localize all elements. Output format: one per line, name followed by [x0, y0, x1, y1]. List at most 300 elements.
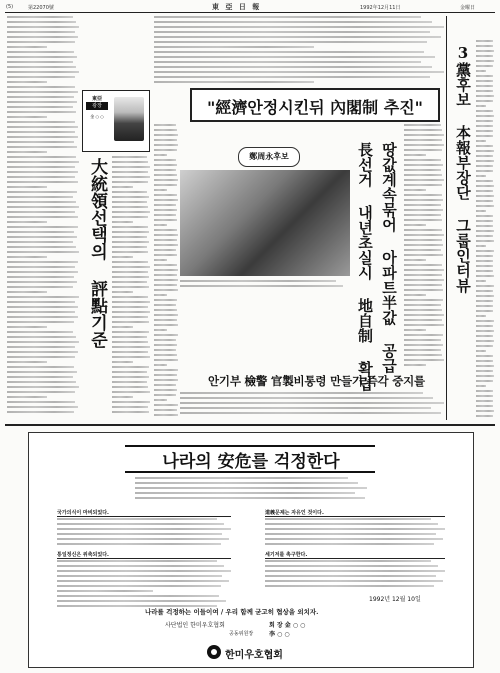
text-line: [154, 314, 178, 316]
text-line: [265, 543, 434, 545]
text-line: [180, 402, 444, 404]
text-line: [112, 276, 149, 278]
text-line: [404, 299, 443, 301]
text-line: [476, 65, 493, 67]
text-line: [112, 346, 150, 348]
text-line: [476, 190, 493, 192]
text-line: [476, 400, 493, 402]
text-line: [154, 214, 176, 216]
text-line: [476, 70, 486, 72]
text-line: [154, 349, 176, 351]
text-line: [476, 300, 493, 302]
text-line: [7, 171, 78, 173]
text-line: [154, 329, 167, 331]
text-line: [112, 386, 148, 388]
text-line: [404, 339, 441, 341]
text-line: [476, 105, 486, 107]
text-line: [7, 141, 74, 143]
text-line: [7, 156, 76, 158]
text-line: [112, 351, 148, 353]
text-line: [7, 206, 79, 208]
text-line: [112, 326, 133, 328]
text-line: [404, 279, 444, 281]
text-line: [476, 185, 494, 187]
ad-section-3: 道義문제는 자유인 것이다.: [265, 509, 445, 517]
text-line: [476, 80, 493, 82]
text-line: [404, 129, 442, 131]
text-line: [57, 528, 231, 530]
text-line: [112, 166, 150, 168]
text-line: [7, 281, 77, 283]
text-line: [7, 81, 47, 83]
middle-article-text: [154, 124, 178, 420]
text-line: [112, 336, 147, 338]
text-line: [476, 280, 486, 282]
text-line: [57, 575, 222, 577]
text-line: [404, 144, 444, 146]
text-line: [154, 264, 177, 266]
text-line: [7, 201, 76, 203]
ad-date: 1992년 12월 10일: [369, 596, 421, 603]
text-line: [476, 175, 486, 177]
text-line: [112, 236, 147, 238]
text-line: [476, 360, 493, 362]
text-line: [154, 134, 178, 136]
text-line: [154, 81, 314, 83]
text-line: [7, 146, 77, 148]
text-line: [404, 354, 442, 356]
text-line: [476, 305, 493, 307]
text-line: [476, 290, 493, 292]
text-line: [57, 600, 226, 602]
text-line: [404, 174, 442, 176]
text-line: [404, 224, 426, 226]
text-line: [476, 415, 493, 417]
text-line: [154, 26, 444, 28]
text-line: [265, 565, 438, 567]
subhead-housing: 땅값계속묶어 아파트半값 공급: [380, 142, 398, 373]
text-line: [265, 533, 436, 535]
text-line: [112, 391, 150, 393]
text-line: [112, 291, 133, 293]
text-line: [476, 375, 494, 377]
text-line: [112, 296, 148, 298]
text-line: [7, 61, 73, 63]
text-line: [112, 361, 133, 363]
text-line: [476, 320, 494, 322]
text-line: [154, 46, 314, 48]
text-line: [57, 523, 224, 525]
text-line: [154, 66, 432, 68]
text-line: [154, 204, 176, 206]
text-line: [476, 245, 486, 247]
text-line: [476, 120, 493, 122]
text-line: [154, 159, 176, 161]
text-line: [476, 265, 493, 267]
text-line: [180, 285, 343, 287]
text-line: [265, 528, 445, 530]
text-line: [7, 56, 77, 58]
text-line: [476, 110, 493, 112]
text-line: [7, 296, 79, 298]
text-line: [404, 284, 442, 286]
text-line: [154, 344, 177, 346]
text-line: [135, 477, 348, 479]
text-line: [476, 315, 486, 317]
text-line: [404, 249, 441, 251]
text-line: [154, 234, 178, 236]
text-line: [135, 497, 365, 499]
text-line: [154, 229, 177, 231]
text-line: [154, 16, 421, 18]
text-line: [476, 250, 494, 252]
subhead-election: 長선거 내년초실시 地自制 확립: [356, 142, 374, 391]
ad-org-1: 사단법인 한미우호협회: [165, 622, 225, 629]
text-line: [154, 324, 178, 326]
text-line: [57, 560, 217, 562]
text-line: [112, 161, 148, 163]
text-line: [476, 270, 493, 272]
text-line: [476, 220, 493, 222]
text-line: [7, 16, 73, 18]
text-line: [57, 538, 229, 540]
text-line: [112, 401, 150, 403]
column-author: 金 ○ ○: [90, 114, 104, 119]
text-line: [7, 406, 78, 408]
text-line: [154, 209, 177, 211]
text-line: [476, 405, 493, 407]
text-line: [154, 384, 176, 386]
text-line: [112, 206, 148, 208]
text-line: [7, 366, 74, 368]
text-line: [7, 51, 74, 53]
text-line: [57, 595, 219, 597]
text-line: [476, 240, 494, 242]
text-line: [7, 31, 75, 33]
advertisement: [28, 432, 474, 668]
text-line: [154, 179, 178, 181]
text-line: [154, 224, 167, 226]
text-line: [57, 533, 222, 535]
text-line: [7, 26, 79, 28]
text-line: [404, 199, 443, 201]
ad-section-4: 세기저를 촉구한다.: [265, 551, 445, 559]
text-line: [404, 164, 443, 166]
text-line: [404, 229, 442, 231]
text-line: [265, 575, 436, 577]
text-line: [112, 261, 148, 263]
text-line: [154, 189, 167, 191]
text-line: [112, 231, 149, 233]
text-line: [476, 165, 493, 167]
text-line: [476, 355, 493, 357]
issue-ref: 第22070號: [28, 5, 54, 11]
text-line: [476, 200, 493, 202]
text-line: [404, 184, 442, 186]
text-line: [404, 179, 444, 181]
text-line: [404, 309, 442, 311]
text-line: [154, 154, 167, 156]
text-line: [476, 40, 493, 42]
text-line: [7, 91, 78, 93]
text-line: [135, 492, 355, 494]
column-article-text: [112, 156, 150, 420]
text-line: [112, 316, 148, 318]
text-line: [476, 215, 493, 217]
text-line: [476, 75, 493, 77]
text-line: [476, 370, 493, 372]
text-line: [404, 244, 443, 246]
text-line: [154, 139, 177, 141]
text-line: [7, 401, 75, 403]
ad-top-rule: [5, 424, 495, 426]
text-line: [112, 211, 150, 213]
text-line: [404, 209, 443, 211]
text-line: [7, 76, 75, 78]
text-line: [154, 299, 177, 301]
text-line: [265, 518, 431, 520]
text-line: [476, 60, 494, 62]
text-line: [476, 260, 493, 262]
column-label: 광장: [86, 102, 108, 110]
text-line: [7, 276, 74, 278]
text-line: [180, 280, 336, 282]
text-line: [476, 365, 494, 367]
text-line: [7, 246, 76, 248]
text-line: [476, 160, 494, 162]
text-line: [404, 134, 444, 136]
ad-section-1-text: [57, 518, 231, 548]
ad-org-1-person: 회 장 金 ○ ○: [269, 622, 306, 629]
text-line: [154, 269, 178, 271]
text-line: [7, 116, 47, 118]
text-line: [57, 518, 217, 520]
text-line: [476, 150, 494, 152]
text-line: [476, 235, 493, 237]
weekday: 金曜日: [460, 5, 476, 11]
text-line: [404, 304, 441, 306]
text-line: [7, 351, 78, 353]
bottom-article-text: [180, 392, 444, 420]
text-line: [180, 412, 441, 414]
text-line: [7, 391, 75, 393]
ad-footer-org: 한미우호협회: [225, 650, 283, 661]
text-line: [404, 239, 442, 241]
text-line: [112, 251, 148, 253]
text-line: [404, 269, 444, 271]
text-line: [476, 45, 493, 47]
text-line: [154, 244, 178, 246]
text-line: [7, 241, 73, 243]
text-line: [7, 176, 75, 178]
text-line: [476, 115, 494, 117]
text-line: [154, 289, 178, 291]
text-line: [404, 219, 442, 221]
text-line: [476, 170, 493, 172]
text-line: [154, 294, 167, 296]
ad-section-3-text: [265, 518, 445, 548]
text-line: [112, 156, 147, 158]
text-line: [154, 359, 178, 361]
text-line: [180, 397, 433, 399]
text-line: [154, 199, 178, 201]
horizontal-headline: 안기부 檢警 官製비통령 만들기 즉각 중지를: [208, 374, 425, 388]
text-line: [7, 291, 47, 293]
text-line: [112, 241, 149, 243]
text-line: [154, 31, 430, 33]
text-line: [154, 354, 177, 356]
text-line: [7, 186, 47, 188]
text-line: [57, 570, 231, 572]
text-line: [404, 364, 426, 366]
text-line: [112, 286, 149, 288]
text-line: [154, 239, 177, 241]
text-line: [476, 55, 493, 57]
text-line: [112, 196, 149, 198]
text-line: [404, 169, 441, 171]
text-line: [404, 204, 441, 206]
text-line: [476, 255, 493, 257]
text-line: [7, 66, 76, 68]
text-line: [7, 166, 75, 168]
text-line: [154, 76, 430, 78]
photo-caption: [180, 280, 350, 294]
text-line: [112, 366, 149, 368]
text-line: [404, 349, 441, 351]
text-line: [7, 316, 78, 318]
text-line: [476, 335, 493, 337]
text-line: [7, 341, 79, 343]
column-brand: 東亞: [91, 96, 102, 102]
text-line: [404, 124, 441, 126]
text-line: [154, 279, 178, 281]
text-line: [7, 261, 78, 263]
text-line: [112, 406, 148, 408]
text-line: [154, 259, 167, 261]
text-line: [7, 321, 74, 323]
text-line: [404, 344, 443, 346]
ad-section-2-text: [57, 560, 231, 610]
text-line: [154, 219, 177, 221]
text-line: [180, 392, 423, 394]
text-line: [57, 590, 153, 592]
text-line: [154, 364, 167, 366]
text-line: [135, 487, 367, 489]
right-article-text: [404, 124, 444, 370]
ad-section-1: 국가의식이 마비되었다.: [57, 509, 231, 517]
ad-section-2: 통일정신은 위축되었다.: [57, 551, 231, 559]
text-line: [476, 380, 493, 382]
text-line: [112, 171, 148, 173]
text-line: [112, 181, 148, 183]
text-line: [476, 350, 486, 352]
text-line: [476, 295, 494, 297]
text-line: [404, 214, 441, 216]
text-line: [476, 145, 493, 147]
text-line: [7, 231, 74, 233]
text-line: [404, 294, 426, 296]
text-line: [154, 249, 176, 251]
text-line: [112, 281, 147, 283]
text-line: [7, 161, 79, 163]
text-line: [154, 129, 177, 131]
text-line: [154, 21, 432, 23]
text-line: [154, 394, 176, 396]
text-line: [154, 369, 178, 371]
text-line: [7, 196, 73, 198]
text-line: [112, 376, 149, 378]
page-number: (5): [6, 4, 14, 10]
text-line: [154, 41, 427, 43]
text-line: [112, 311, 150, 313]
text-line: [7, 271, 78, 273]
text-line: [154, 36, 441, 38]
text-line: [7, 376, 73, 378]
text-line: [7, 71, 79, 73]
text-line: [154, 164, 177, 166]
text-line: [154, 169, 176, 171]
text-line: [476, 85, 493, 87]
text-line: [7, 121, 75, 123]
text-line: [112, 221, 133, 223]
text-line: [7, 136, 78, 138]
headline-box: [190, 88, 440, 122]
text-line: [476, 330, 494, 332]
text-line: [404, 234, 444, 236]
text-line: [7, 211, 75, 213]
text-line: [476, 210, 486, 212]
text-line: [154, 414, 178, 416]
text-line: [476, 90, 493, 92]
text-line: [476, 155, 493, 157]
text-line: [7, 256, 47, 258]
text-line: [57, 585, 221, 587]
left-vertical-headline: 大統領선택의 評點기준: [87, 158, 107, 348]
text-line: [154, 409, 177, 411]
text-line: [265, 560, 431, 562]
text-line: [7, 331, 73, 333]
text-line: [154, 339, 176, 341]
ad-emblem-icon: [207, 645, 221, 659]
text-line: [154, 124, 176, 126]
text-line: [112, 371, 147, 373]
author-portrait: [114, 97, 144, 141]
text-line: [476, 125, 493, 127]
text-line: [7, 21, 76, 23]
text-line: [7, 226, 78, 228]
text-line: [154, 274, 177, 276]
text-line: [7, 336, 76, 338]
text-line: [476, 195, 494, 197]
text-line: [7, 396, 47, 398]
text-line: [404, 154, 426, 156]
text-line: [265, 580, 443, 582]
left-article-text: [7, 16, 79, 420]
text-line: [7, 251, 79, 253]
text-line: [265, 523, 438, 525]
text-line: [476, 230, 494, 232]
text-line: [476, 100, 493, 102]
text-line: [154, 184, 177, 186]
text-line: [404, 139, 442, 141]
text-line: [112, 306, 148, 308]
far-right-text: [476, 40, 494, 420]
text-line: [154, 309, 177, 311]
text-line: [476, 50, 494, 52]
text-line: [154, 379, 178, 381]
text-line: [7, 306, 78, 308]
text-line: [476, 345, 493, 347]
